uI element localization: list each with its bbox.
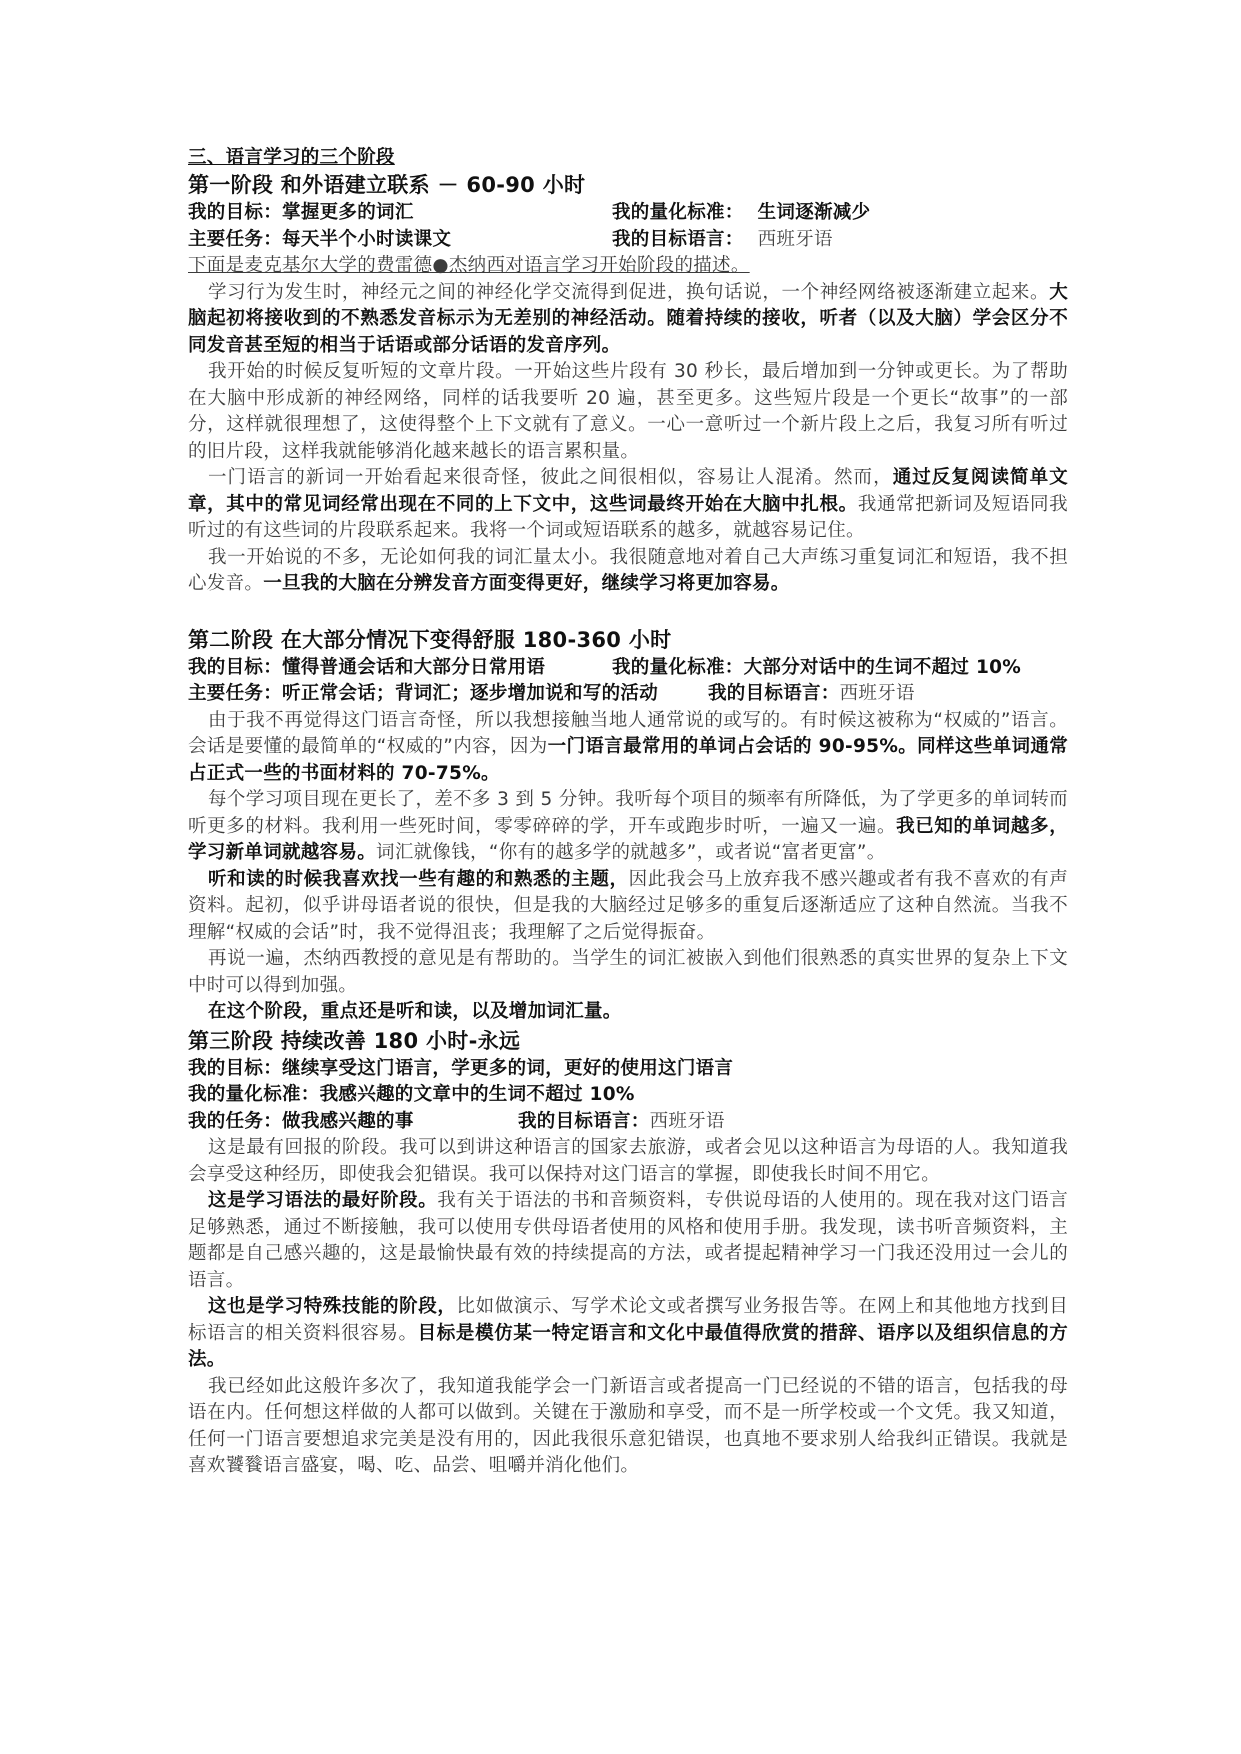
stage1-paragraph-1: 学习行为发生时，神经元之间的神经化学交流得到促进，换句话说，一个神经网络被逐渐建立起来。大脑起初将接收到的不熟悉发音标示为无差别的神经活动。随着持续的接收，听者（以及大脑）学会区分不同发音甚至短的相当于话语或部分话语的发音序列。 (188, 281, 1068, 356)
stage3-goal-label: 我的目标： (188, 1057, 283, 1079)
stage2-lang-label: 我的目标语言： (708, 683, 840, 704)
stage2-paragraph-4: 再说一遍，杰纳西教授的意见是有帮助的。当学生的词汇被嵌入到他们很熟悉的真实世界的复杂上下文中时可以得到加强。 (188, 948, 1068, 996)
stage2-task-row (188, 681, 1068, 708)
stage3-paragraph-2: 这是学习语法的最好阶段。我有关于语法的书和音频资料，专供说母语的人使用的。现在我对这门语言足够熟悉，通过不断接触，我可以使用专供母语者使用的风格和使用手册。我发现，读书听音频资料，主题都是自己感兴趣的，这是最愉快最有效的持续提高的方法，或者提起精神学习一门我还没用过一会儿的语言。 (188, 1190, 1068, 1291)
stage1-measure-value: 生词逐渐减少 (757, 202, 871, 223)
stage2-paragraph-5: 在这个阶段，重点还是听和读，以及增加词汇量。 (208, 1001, 622, 1022)
stage2-goal-value: 懂得普通会话和大部分日常用语 (282, 656, 546, 678)
stage2-goal-row (188, 655, 1068, 682)
stage1-intro: 下面是麦克基尔大学的费雷德●杰纳西对语言学习开始阶段的描述。 (188, 255, 750, 276)
stage1-measure-label: 我的量化标准： (612, 202, 744, 223)
stage1-paragraph-2: 我开始的时候反复听短的文章片段。一开始这些片段有 30 秒长，最后增加到一分钟或更长。为了帮助在大脑中形成新的神经网络，同样的话我要听 20 遍，甚至更多。这些短片段是一个更长“故事”的一部分，这样就很理想了，这使得整个上下文就有了意义。一心一意听过一个新片段上之后，我复习所有听过的旧片段，这样我就能够消化越来越长的语言累积量。 (188, 361, 1068, 462)
stage2-heading: 第二阶段 在大部分情况下变得舒服 180-360 小时 (188, 627, 672, 652)
stage3-paragraph-4: 我已经如此这般许多次了，我知道我能学会一门新语言或者提高一门已经说的不错的语言，包括我的母语在内。任何想这样做的人都可以做到。关键在于激励和享受，而不是一所学校或一个文凭。我又知道，任何一门语言要想追求完美是没有用的，因此我很乐意犯错误，也真地不要求别人给我纠正错误。我就是喜欢饕餮语言盛宴，喝、吃、品尝、咀嚼并消化他们。 (188, 1375, 1068, 1476)
stage3-heading: 第三阶段 持续改善 180 小时-永远 (188, 1028, 521, 1053)
stage2-measure-value: 大部分对话中的生词不超过 10% (743, 656, 1022, 678)
stage1-lang-label: 我的目标语言： (612, 228, 744, 250)
stage3-goal-value: 继续享受这门语言，学更多的词，更好的使用这门语言 (282, 1057, 734, 1079)
stage1-goal-value: 掌握更多的词汇 (282, 202, 414, 223)
stage3-measure-value: 我感兴趣的文章中的生词不超过 10% (319, 1084, 635, 1105)
spacer (188, 598, 1068, 625)
stage2-goal-label: 我的目标： (188, 656, 283, 678)
stage3-measure-label: 我的量化标准： (188, 1084, 320, 1105)
stage3-lang-value: 西班牙语 (649, 1110, 725, 1132)
stage3-task-row (188, 1109, 1068, 1136)
stage1-paragraph-3: 一门语言的新词一开始看起来很奇怪，彼此之间很相似，容易让人混淆。然而，通过反复阅读简单文章，其中的常见词经常出现在不同的上下文中，这些词最终开始在大脑中扎根。我通常把新词及短语同我听过的有这些词的片段联系起来。我将一个词或短语联系的越多，就越容易记住。 (188, 467, 1068, 541)
stage3-goal-row (188, 1056, 1068, 1083)
stage2-paragraph-2: 每个学习项目现在更长了，差不多 3 到 5 分钟。我听每个项目的频率有所降低，为了学更多的单词转而听更多的材料。我利用一些死时间，零零碎碎的学，开车或跑步时听，一遍又一遍。我已知的单词越多，学习新单词就越容易。词汇就像钱，“你有的越多学的就越多”，或者说“富者更富”。 (188, 789, 1068, 863)
stage1-task-row (188, 227, 1068, 254)
stage1-lang-value: 西班牙语 (757, 228, 833, 250)
stage2-lang-value: 西班牙语 (839, 683, 915, 704)
stage2-task-value: 听正常会话；背词汇；逐步增加说和写的活动 (282, 683, 659, 704)
stage2-measure-label: 我的量化标准： (612, 656, 744, 678)
section-title: 三、语言学习的三个阶段 (188, 147, 395, 168)
stage3-paragraph-3: 这也是学习特殊技能的阶段，比如做演示、写学术论文或者撰写业务报告等。在网上和其他地方找到目标语言的相关资料很容易。目标是模仿某一特定语言和文化中最值得欣赏的措辞、语序以及组织信息的方法。 (188, 1296, 1069, 1370)
stage1-goal-label: 我的目标： (188, 202, 283, 223)
stage1-goal-row (188, 200, 1068, 227)
stage1-task-value: 每天半个小时读课文 (282, 228, 452, 250)
document-body (188, 146, 1068, 1480)
stage1-task-label: 主要任务： (188, 228, 283, 250)
stage3-paragraph-1: 这是最有回报的阶段。我可以到讲这种语言的国家去旅游，或者会见以这种语言为母语的人。我知道我会享受这种经历，即使我会犯错误。我可以保持对这门语言的掌握，即使我长时间不用它。 (188, 1137, 1068, 1185)
stage3-task-value: 做我感兴趣的事 (282, 1110, 414, 1132)
stage3-measure-row (188, 1082, 1068, 1109)
stage1-heading: 第一阶段 和外语建立联系 － 60-90 小时 (188, 173, 586, 197)
stage2-paragraph-3: 听和读的时候我喜欢找一些有趣的和熟悉的主题，因此我会马上放弃我不感兴趣或者有我不喜欢的有声资料。起初，似乎讲母语者说的很快，但是我的大脑经过足够多的重复后逐渐适应了这种自然流。当我不理解“权威的会话”时，我不觉得沮丧；我理解了之后觉得振奋。 (188, 868, 1069, 943)
stage3-task-label: 我的任务： (188, 1110, 283, 1132)
stage2-paragraph-1: 由于我不再觉得这门语言奇怪，所以我想接触当地人通常说的或写的。有时候这被称为“权威的”语言。会话是要懂的最简单的“权威的”内容，因为一门语言最常用的单词占会话的 90-95%。同样这些单词通常占正式一些的书面材料的 70-75%。 (188, 709, 1069, 784)
stage1-paragraph-4: 我一开始说的不多，无论如何我的词汇量太小。我很随意地对着自己大声练习重复词汇和短语，我不担心发音。一旦我的大脑在分辨发音方面变得更好，继续学习将更加容易。 (188, 546, 1068, 594)
stage3-lang-label: 我的目标语言： (518, 1110, 650, 1132)
stage2-task-label: 主要任务： (188, 683, 283, 704)
